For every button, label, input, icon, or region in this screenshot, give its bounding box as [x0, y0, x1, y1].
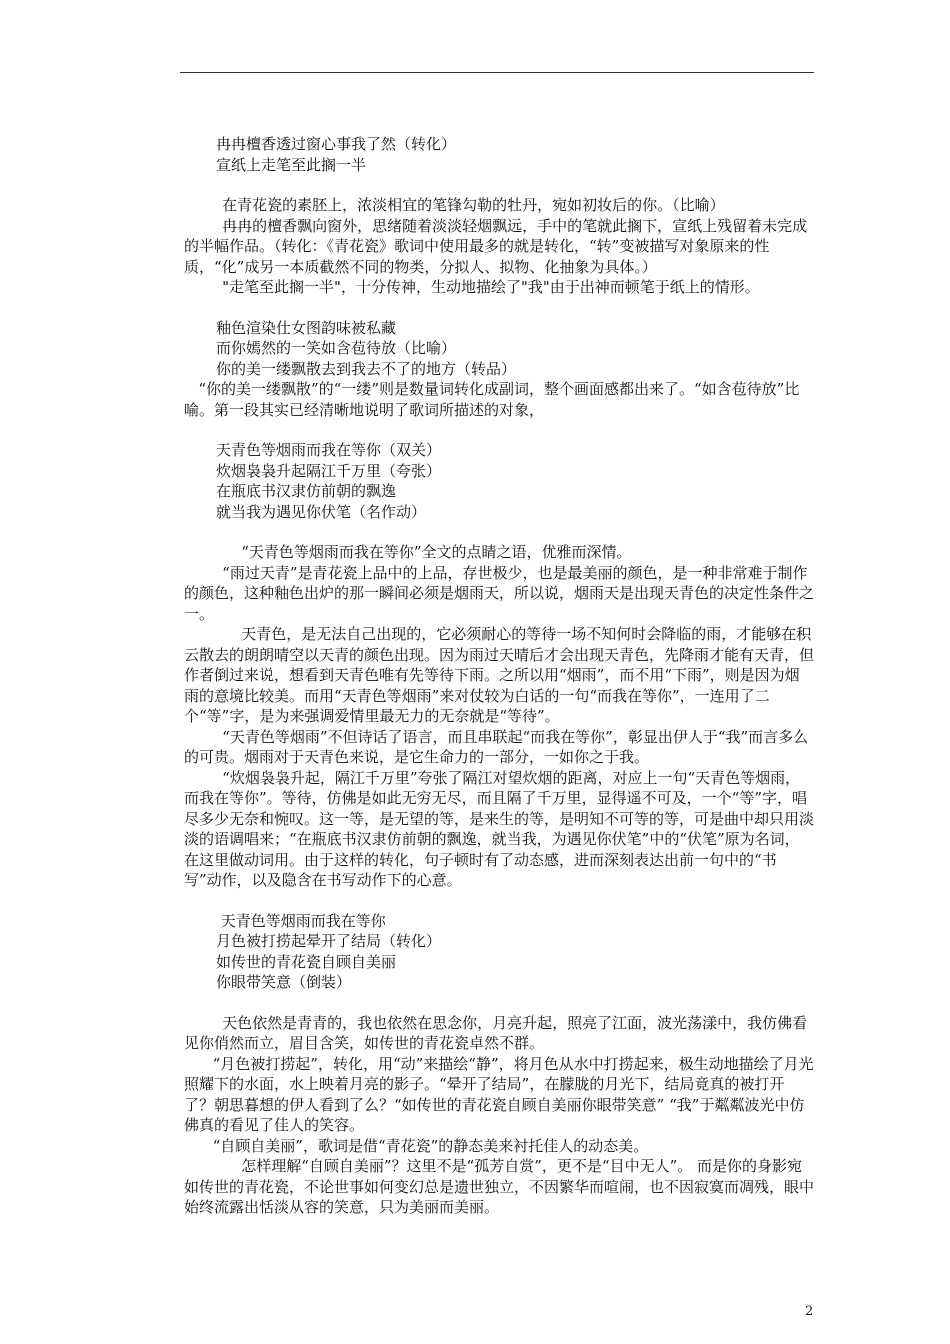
body-paragraph: “月色被打捞起”，转化，用“动”来描绘“静”，将月色从水中打捞起来，极生动地描绘了月光照耀下的水面，水上映着月亮的影子。“晕开了结局”，在朦胧的月光下，结局竟真的被打开了？朝思暮想的伊人看到了么？“如传世的青花瓷自顾自美丽你眼带笑意” “我”于粼粼波光中仿佛真的看见了佳人的笑容。	[184, 1054, 814, 1134]
body-paragraph: 在青花瓷的素胚上，浓淡相宜的笔锋勾勒的牡丹，宛如初妆后的你。（比喻）	[184, 196, 725, 214]
body-paragraph: “天青色等烟雨而我在等你”全文的点睛之语，优雅而深情。	[184, 543, 632, 561]
paragraph-gap	[184, 298, 814, 318]
verse-line: 天青色等烟雨而我在等你（双关）	[216, 441, 442, 459]
body-paragraph: 冉冉的檀香飘向窗外，思绪随着淡淡轻烟飘远，手中的笔就此搁下，宣纸上残留着未完成的半幅作品。（转化：《青花瓷》歌词中使用最多的就是转化，“转”变被描写对象原来的性质，“化”成另一本质截然不同的物类，分拟人、拟物、化抽象为具体。）	[184, 216, 808, 276]
verse-line: 你眼带笑意（倒装）	[216, 973, 352, 991]
body-paragraph: 怎样理解“自顾自美丽”？这里不是“孤芳自赏”，更不是“目中无人”。 而是你的身影宛如传世的青花瓷，不论世事如何变幻总是遗世独立，不因繁华而喧闹，也不因寂寞而凋残，眼中始终流露出恬淡从容的笑意，只为美丽而美丽。	[184, 1157, 815, 1216]
body-paragraph: “你的美一缕飘散”的“一缕”则是数量词转化成副词，整个画面感都出来了。“如含苞待放”比喻。第一段其实已经清晰地说明了歌词所描述的对象，	[184, 380, 800, 419]
body-paragraph: 天色依然是青青的，我也依然在思念你，月亮升起，照亮了江面，波光荡漾中，我仿佛看见你俏然而立，眉目含笑，如传世的青花瓷卓然不群。	[184, 1013, 808, 1052]
paragraph-gap	[184, 175, 814, 195]
paragraph-gap	[184, 891, 814, 911]
verse-line: 你的美一缕飘散去到我去不了的地方（转品）	[216, 359, 517, 378]
verse-line: 釉色渲染仕女图韵味被私藏	[216, 318, 397, 337]
verse-line: 就当我为遇见你伏笔（名作动）	[216, 502, 427, 521]
verse-line: 而你嫣然的一笑如含苞待放（比喻）	[216, 339, 457, 357]
body-paragraph: “天青色等烟雨”不但诗话了语言，而且串联起“而我在等你”，彰显出伊人于“我”而言多么的可贵。烟雨对于天青色来说，是它生命力的一部分，一如你之于我。	[184, 727, 809, 766]
body-paragraph: “雨过天青”是青花瓷上品中的上品，存世极少，也是最美丽的颜色，是一种非常难于制作的颜色，这种釉色出炉的那一瞬间必须是烟雨天，所以说，烟雨天是出现天青色的决定性条件之一。	[184, 563, 815, 623]
verse-line: 在瓶底书汉隶仿前朝的飘逸	[216, 482, 397, 500]
verse-line: 如传世的青花瓷自顾自美丽	[216, 952, 397, 971]
body-paragraph: 天青色，是无法自己出现的，它必须耐心的等待一场不知何时会降临的雨，才能够在积云散去的朗朗晴空以天青的颜色出现。因为雨过天晴后才会出现天青色，先降雨才能有天青，但作者倒过来说，想看到天青色唯有先等待下雨。之所以用“烟雨”，而不用“下雨”，则是因为烟雨的意境比较美。而用“天青色等烟雨”来对仗较为白话的一句“而我在等你”，一连用了二个“等”字，是为来强调爱情里最无力的无奈就是“等待”。	[184, 625, 815, 725]
header-rule	[180, 72, 814, 73]
paragraph-gap	[184, 522, 814, 542]
paragraph-gap	[184, 420, 814, 440]
verse-line: 冉冉檀香透过窗心事我了然（转化）	[216, 135, 457, 153]
verse-line: 天青色等烟雨而我在等你	[216, 911, 386, 930]
page-number: 2	[805, 1304, 814, 1319]
verse-line: 炊烟袅袅升起隔江千万里（夸张）	[216, 461, 442, 480]
body-paragraph: “自顾自美丽”，歌词是借“青花瓷”的静态美来衬托佳人的动态美。	[184, 1136, 649, 1155]
paragraph-gap	[184, 993, 814, 1013]
verse-line: 月色被打捞起晕开了结局（转化）	[216, 932, 442, 950]
body-paragraph: "走笔至此搁一半"，十分传神，生动地描绘了"我"由于出神而顿笔于纸上的情形。	[184, 278, 760, 296]
document-body	[184, 134, 814, 1218]
body-paragraph: “炊烟袅袅升起，隔江千万里”夸张了隔江对望炊烟的距离，对应上一句“天青色等烟雨，而我在等你”。等待，仿佛是如此无穷无尽，而且隔了千万里，显得遥不可及，一个“等”字，唱尽多少无奈和惋叹。这一等，是无望的等，是来生的等，是明知不可等的等，可是曲中却只用淡淡的语调唱来；“在瓶底书汉隶仿前朝的飘逸，就当我，为遇见你伏笔”中的“伏笔”原为名词，在这里做动词用。由于这样的转化，句子顿时有了动态感，进而深刻表达出前一句中的“书写”动作，以及隐含在书写动作下的心意。	[184, 768, 815, 889]
verse-line: 宣纸上走笔至此搁一半	[216, 155, 367, 174]
